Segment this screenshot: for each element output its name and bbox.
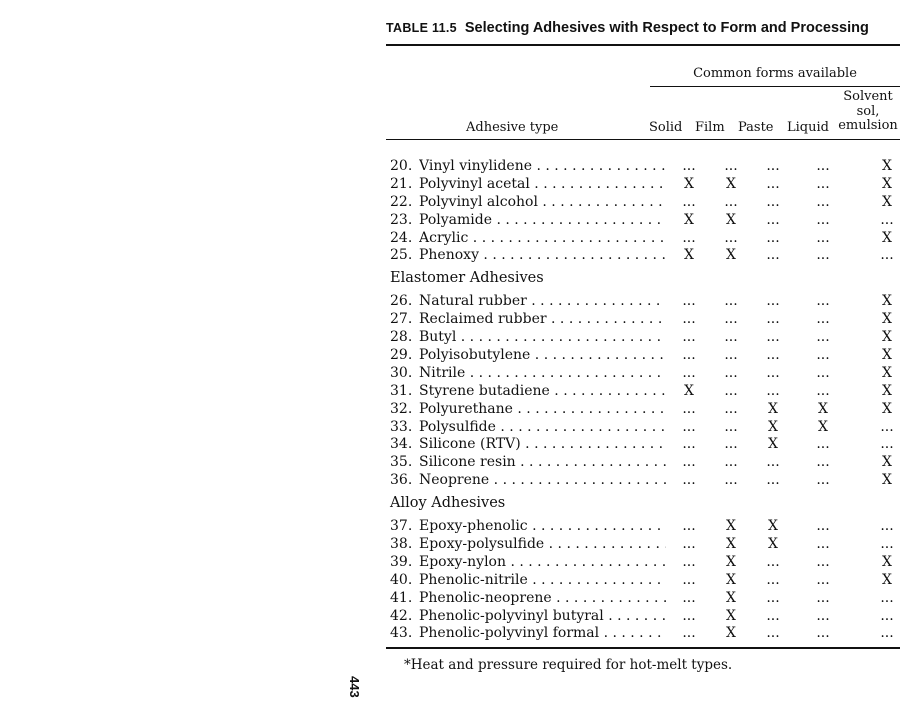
form-cell: ... [724, 158, 738, 174]
table-caption: Selecting Adhesives with Respect to Form and Processing [464, 20, 869, 36]
table-row [390, 293, 900, 311]
form-cell: X [768, 436, 778, 453]
form-cell: X [882, 175, 892, 192]
form-cell: ... [724, 347, 738, 364]
adhesive-name: Reclaimed rubber . . . [419, 311, 666, 329]
form-cell: ... [682, 454, 696, 471]
adhesive-name: Acrylic . . . [419, 230, 666, 248]
adhesive-name: Silicone (RTV) . . . [419, 436, 666, 454]
form-cell: ... [880, 607, 894, 624]
form-cell: ... [816, 454, 830, 471]
form-cell: ... [766, 607, 780, 624]
form-cell: ... [724, 193, 738, 210]
form-cell: X [882, 454, 892, 471]
adhesive-name: Epoxy-nylon . . . [419, 554, 666, 572]
form-cell: ... [816, 293, 830, 310]
section-title: Alloy Adhesives [390, 495, 506, 512]
table-row [390, 347, 900, 365]
form-cell: ... [766, 229, 780, 246]
form-cell: ... [816, 553, 830, 570]
row-number: 31. [390, 382, 413, 399]
table-row [390, 212, 900, 230]
form-cell: ... [724, 382, 738, 399]
form-cell: X [726, 211, 736, 228]
header-group-label: Common forms available [693, 66, 857, 81]
form-cell: ... [766, 347, 780, 364]
form-cell: ... [766, 293, 780, 310]
adhesive-name: Styrene butadiene . . . [419, 383, 666, 401]
form-cell: ... [766, 311, 780, 328]
form-cell: ... [724, 472, 738, 489]
rows-group-1 [390, 158, 900, 265]
table-row [390, 554, 900, 572]
row-number: 41. [390, 589, 413, 606]
table-number: TABLE 11.5 [386, 21, 457, 35]
form-cell: ... [816, 536, 830, 553]
table-row [390, 247, 900, 265]
form-cell: X [768, 518, 778, 535]
row-number: 23. [390, 211, 413, 228]
adhesive-name: Polysulfide . . . [419, 419, 666, 437]
form-cell: ... [766, 382, 780, 399]
table-row [390, 176, 900, 194]
header-solvent-line1: Solvent [843, 89, 893, 104]
form-cell: ... [766, 625, 780, 642]
header-liquid: Liquid [787, 120, 829, 135]
form-cell: ... [766, 211, 780, 228]
table-row [390, 590, 900, 608]
row-number: 29. [390, 347, 413, 364]
table-row [390, 608, 900, 626]
form-cell: X [726, 247, 736, 264]
form-cell: ... [724, 293, 738, 310]
form-cell: X [882, 311, 892, 328]
form-cell: X [818, 400, 828, 417]
form-cell: X [882, 229, 892, 246]
form-cell: ... [816, 311, 830, 328]
form-cell: ... [880, 589, 894, 606]
table-row [390, 436, 900, 454]
table-row [390, 518, 900, 536]
header-solvent-line2: sol, [856, 103, 880, 119]
row-number: 37. [390, 518, 413, 535]
group-rule [650, 86, 900, 87]
form-cell: ... [682, 589, 696, 606]
form-cell: ... [682, 229, 696, 246]
form-cell: ... [816, 211, 830, 228]
form-cell: ... [766, 193, 780, 210]
table-row [390, 383, 900, 401]
form-cell: ... [880, 247, 894, 264]
row-number: 34. [390, 436, 413, 453]
row-number: 40. [390, 571, 413, 588]
form-cell: ... [816, 607, 830, 624]
form-cell: ... [816, 571, 830, 588]
adhesive-name: Polyvinyl alcohol . . . [419, 194, 666, 212]
adhesive-name: Phenoxy . . . [419, 247, 666, 265]
form-cell: ... [766, 364, 780, 381]
form-cell: ... [682, 193, 696, 210]
form-cell: ... [682, 158, 696, 174]
form-cell: ... [816, 175, 830, 192]
adhesive-name: Phenolic-neoprene . . . [419, 590, 666, 608]
form-cell: ... [682, 536, 696, 553]
form-cell: ... [766, 175, 780, 192]
form-cell: ... [880, 436, 894, 453]
rows-group-2 [390, 293, 900, 490]
form-cell: X [882, 347, 892, 364]
adhesive-name: Phenolic-polyvinyl butyral . . . [419, 608, 666, 626]
row-number: 38. [390, 536, 413, 553]
form-cell: ... [816, 518, 830, 535]
form-cell: ... [766, 329, 780, 346]
form-cell: ... [766, 553, 780, 570]
form-cell: ... [682, 571, 696, 588]
form-cell: ... [682, 553, 696, 570]
row-number: 20. [390, 158, 413, 174]
row-number: 24. [390, 229, 413, 246]
adhesive-name: Polyurethane . . . [419, 401, 666, 419]
adhesive-name: Vinyl vinylidene . . . [419, 158, 666, 176]
bottom-rule [386, 647, 900, 649]
form-cell: X [726, 625, 736, 642]
form-cell: ... [766, 589, 780, 606]
section-title: Elastomer Adhesives [390, 270, 544, 287]
footnote: *Heat and pressure required for hot-melt types. [404, 657, 733, 673]
form-cell: X [726, 571, 736, 588]
row-number: 22. [390, 193, 413, 210]
form-cell: X [882, 293, 892, 310]
row-number: 39. [390, 553, 413, 570]
adhesive-name: Nitrile . . . [419, 365, 666, 383]
form-cell: ... [766, 247, 780, 264]
row-number: 25. [390, 247, 413, 264]
form-cell: X [882, 400, 892, 417]
top-rule [386, 44, 900, 46]
adhesive-name: Butyl . . . [419, 329, 666, 347]
table-row [390, 472, 900, 490]
form-cell: X [726, 607, 736, 624]
header-solid: Solid [649, 120, 683, 135]
form-cell: X [882, 158, 892, 174]
form-cell: ... [682, 607, 696, 624]
form-cell: ... [816, 625, 830, 642]
form-cell: X [882, 193, 892, 210]
form-cell: X [726, 175, 736, 192]
row-number: 32. [390, 400, 413, 417]
row-number: 27. [390, 311, 413, 328]
adhesive-name: Natural rubber . . . [419, 293, 666, 311]
table-row [390, 158, 900, 176]
header-adhesive-type: Adhesive type [466, 120, 559, 135]
form-cell: ... [682, 518, 696, 535]
row-number: 43. [390, 625, 413, 642]
row-number: 35. [390, 454, 413, 471]
section-alloy [390, 490, 900, 513]
table-body [390, 158, 900, 643]
row-number: 36. [390, 472, 413, 489]
form-cell: ... [816, 158, 830, 174]
form-cell: ... [816, 329, 830, 346]
form-cell: ... [766, 158, 780, 174]
form-cell: ... [682, 625, 696, 642]
form-cell: ... [682, 329, 696, 346]
table-row [390, 454, 900, 472]
form-cell: ... [816, 364, 830, 381]
table-row [390, 194, 900, 212]
form-cell: ... [816, 472, 830, 489]
form-cell: X [726, 553, 736, 570]
form-cell: ... [724, 436, 738, 453]
table-row [390, 572, 900, 590]
form-cell: ... [880, 418, 894, 435]
row-number: 26. [390, 293, 413, 310]
rows-group-3 [390, 518, 900, 643]
adhesive-name: Epoxy-polysulfide . . . [419, 536, 666, 554]
form-cell: ... [880, 625, 894, 642]
form-cell: ... [816, 589, 830, 606]
adhesive-name: Phenolic-nitrile . . . [419, 572, 666, 590]
form-cell: ... [682, 418, 696, 435]
form-cell: ... [682, 347, 696, 364]
form-cell: X [882, 571, 892, 588]
form-cell: X [882, 364, 892, 381]
row-number: 30. [390, 364, 413, 381]
form-cell: ... [682, 293, 696, 310]
form-cell: ... [682, 364, 696, 381]
adhesive-name: Epoxy-phenolic . . . [419, 518, 666, 536]
form-cell: ... [682, 436, 696, 453]
form-cell: ... [816, 229, 830, 246]
form-cell: X [684, 175, 694, 192]
form-cell: ... [682, 400, 696, 417]
form-cell: ... [816, 247, 830, 264]
form-cell: ... [766, 472, 780, 489]
table-row [390, 329, 900, 347]
form-cell: ... [816, 436, 830, 453]
form-cell: ... [724, 311, 738, 328]
form-cell: ... [724, 329, 738, 346]
form-cell: X [882, 472, 892, 489]
form-cell: ... [724, 364, 738, 381]
row-number: 21. [390, 175, 413, 192]
form-cell: X [684, 382, 694, 399]
row-number: 42. [390, 607, 413, 624]
row-number: 28. [390, 329, 413, 346]
form-cell: ... [682, 311, 696, 328]
form-cell: X [768, 536, 778, 553]
form-cell: X [726, 536, 736, 553]
form-cell: ... [816, 382, 830, 399]
header-solvent [836, 90, 900, 134]
header-solvent-line3: emulsion [838, 118, 898, 133]
header-paste: Paste [738, 120, 774, 135]
table-row [390, 401, 900, 419]
table-row [390, 536, 900, 554]
form-cell: X [726, 589, 736, 606]
adhesive-name: Polyvinyl acetal . . . [419, 176, 666, 194]
adhesive-name: Neoprene . . . [419, 472, 666, 490]
form-cell: ... [816, 193, 830, 210]
form-cell: ... [816, 347, 830, 364]
form-cell: ... [682, 472, 696, 489]
form-cell: X [684, 211, 694, 228]
form-cell: ... [724, 454, 738, 471]
form-cell: ... [880, 211, 894, 228]
form-cell: ... [880, 536, 894, 553]
table-row [390, 625, 900, 643]
page-number: 443 [347, 676, 362, 698]
form-cell: X [768, 418, 778, 435]
form-cell: X [882, 329, 892, 346]
form-cell: X [768, 400, 778, 417]
form-cell: X [684, 247, 694, 264]
form-cell: ... [766, 454, 780, 471]
form-cell: ... [724, 418, 738, 435]
header-film: Film [695, 120, 725, 135]
form-cell: ... [724, 400, 738, 417]
row-number: 33. [390, 418, 413, 435]
adhesive-name: Phenolic-polyvinyl formal . . . [419, 625, 666, 643]
form-cell: X [818, 418, 828, 435]
table-row [390, 419, 900, 437]
table-row [390, 365, 900, 383]
adhesive-name: Polyamide . . . [419, 212, 666, 230]
section-elastomer [390, 265, 900, 288]
form-cell: ... [724, 229, 738, 246]
form-cell: X [882, 553, 892, 570]
adhesive-name: Polyisobutylene . . . [419, 347, 666, 365]
table-row [390, 230, 900, 248]
form-cell: ... [880, 518, 894, 535]
form-cell: ... [766, 571, 780, 588]
header-rule [386, 139, 900, 140]
adhesive-name: Silicone resin . . . [419, 454, 666, 472]
table-title [386, 20, 900, 36]
form-cell: X [726, 518, 736, 535]
table-row [390, 311, 900, 329]
form-cell: X [882, 382, 892, 399]
